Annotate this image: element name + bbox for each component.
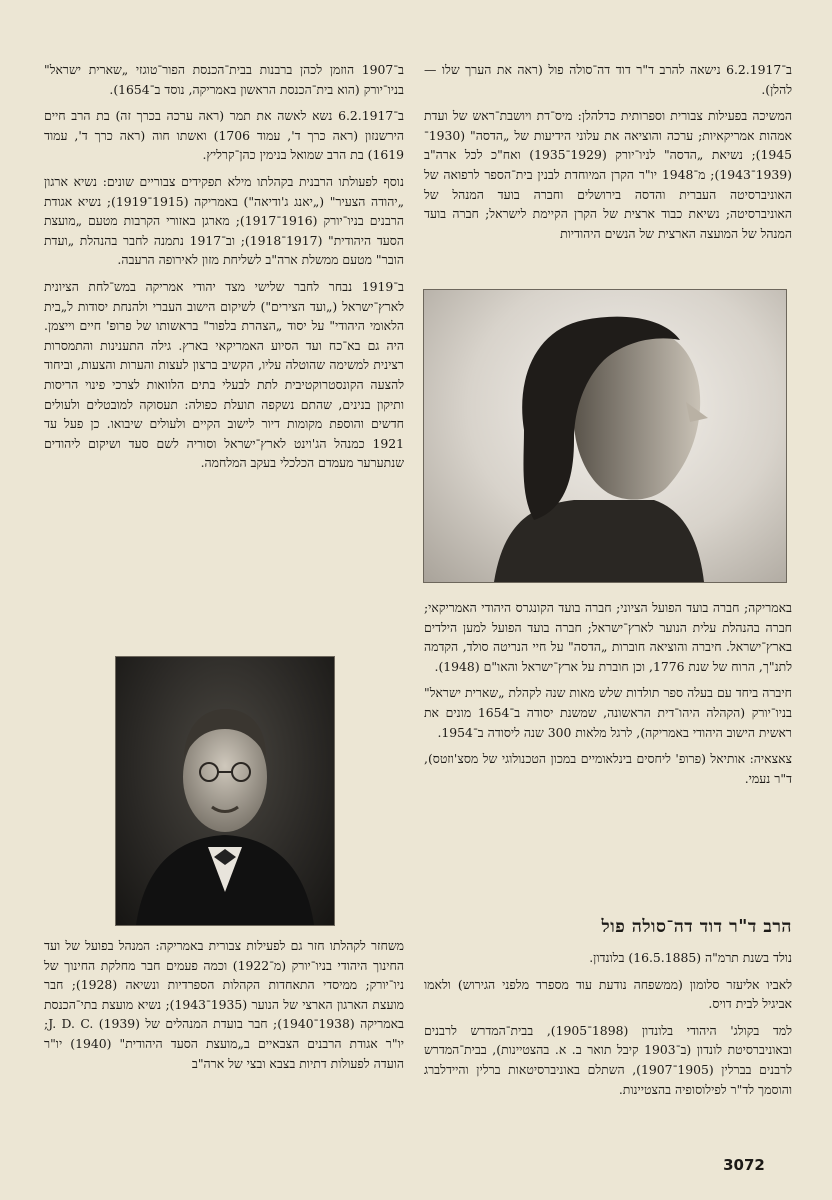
- left-column-top: [44, 60, 404, 480]
- right-column-middle: [424, 598, 792, 795]
- woman-silhouette: [424, 290, 786, 582]
- right-paragraph-5: צאצאיה: אותיאל (פרופ' ליחסים בינלאומיים במכון הטכנולוגי של מסצ'וזטס), ד"ר נעמי.: [424, 751, 792, 786]
- page-number: 3072: [723, 1156, 765, 1174]
- right-paragraph-8: למד בקולג' היהודי בלונדון (1898־1905), בבית־המדרש לרבנים ובאוניברסיטת לונדון (ב־1903 קיבל תואר ב. א. בהצטיינות), בבית־המדרש לרבנים בברלין (1905־1907), השתלם באוניברסיטאות ברלין והיידלברג והוסמך לד"ר לפילוסופיה בהצטיינות.: [424, 1022, 793, 1097]
- man-silhouette: [116, 657, 334, 925]
- portrait-photo-woman: [424, 290, 786, 582]
- right-column-top: [424, 60, 792, 250]
- right-paragraph-1: ב־6.2.1917 נישאה להרב ד"ר דוד דה־סולה פול (ראה את הערך שלו — להלן).: [424, 62, 792, 97]
- left-paragraph-2: ב־6.2.1917 נשא לאשה את תמר (ראה ערכה בכרך זה) בת הרב חיים הירשנזון (ראה כרך ד', עמוד 1706) ואשתו חוה (ראה כרך ד', עמוד 1619) בת הרב שמואל בנימין כהן־קרליץ.: [44, 108, 404, 163]
- left-paragraph-4: ב־1919 נבחר לחבר שלישי מצד יהודי אמריקה במש־לחת הציונית לארץ־ישראל („ועד הצירים") לשיקום הישוב העברי ולהנחת יסודות ל„בית הלאומי היהודי" על יסוד „הצהרת בלפור" בראשותו של פרופ' חיים וייצמן. היה גם בא־כח ועד הסיוע האמריקאי בארץ. גילה התענינות והתמסרות רצינית למשימה שהוטלה עליו, הקשיב ברצון לעצות והערות והצעות, וביחוד להצעה הקונסטרוקטיבית לתת לבעלי בתים הלוואות לצרכי פינוי הריסות ותיקון בנינים, שהתם נשקפה תועלת כפולה: תעסוקה למובטלים ולעולים חדשים והוספת מקומות דיור לישוב הקיים ולעולים שיבואו. כן פעל עד 1921 כמנהל הג'וינט לארץ־ישראל וסוריה לשם סעד ושיקום ליהודים שנתערער מעמדם הכלכלי בעקב המלחמה.: [44, 278, 404, 471]
- right-column-bio: [424, 948, 792, 1106]
- portrait-photo-man: [116, 657, 334, 925]
- right-paragraph-2: המשיכה בפעילות צבורית וספרותית כדלהלן: מיס־דת ויושבת־ראש של ועדת אמהות אמריקאיות; ערכה והוציאה את עלוני הידיעות של „הדסה" (1930־1945); נשיאת „הדסה" לניו־יורק (1929־1935) ואח"כ לכל ארה"ב (1939־1943); מ־1948 יו"ר הקרן המיוחדת לבנין בית־הספר לרפואה של האוניברסיטה העברית והדסה בירושלים וחברה בועד המנהל של האוניברסיטה; נשיאת כבוד ארצית של הקרן הקיימת לישראל; חברה בועד המנהל של המועצה הארצית של הנשים היהודיות: [424, 108, 792, 241]
- left-paragraph-3: נוסף לפעולתו הרבנית בקהלתו מילא תפקידים צבוריים שונים: נשיא ארגון „יהודה הצעיר" („יאנג ג'ודיאה") באמריקה (1915־1919); נשיא אגודת הרבנים בניו־יורק (1916־1917); מארגן באזורי הקרבות מטעם „מועצת הסעד היהודית" (1917־1918); וב־1917 נתמנה לחבר בהנהלת „ועדת הובר" מטעם ממשלת ארה"ב לשליחת מזון לאירופה הרעבה.: [44, 173, 404, 268]
- right-paragraph-7: לאביו אליעזר סלומון (ממשפחה נודעת עוד מספרד מלפני הגירוש) ולאמו אביגיל לבית דויס.: [424, 976, 792, 1012]
- left-paragraph-1: ב־1907 הוזמן לכהן ברבנות בבית־הכנסת הפור־טוגזי „שארית ישראל" בניו־יורק (הוא בית־הכנסת הראשון באמריקה, נוסד ב־1654).: [44, 62, 404, 97]
- right-paragraph-6: נולד בשנת תרמ"ה (16.5.1885) בלונדון.: [589, 950, 792, 965]
- left-paragraph-5: משחזר לקהלתו חזר גם לפעילות צבורית באמריקה: המנהל בפועל של ועד החינוך היהודי בניו־יורק (מ־1922) וכמה פעמים חבר מחלקת החינוך של ניו־יורק; ממיסדי התאחדות הקהלות הספרדיות ונשיאה (1928); חבר מועצת הארגון הארצי של הנוער (1935־1943); נשיא מועצת בתי־הכנסת באמריקה (1938־1940); חבר בועדת המנהלים של J. D. C. (1939); יו"ר אגודת הרבנים הצבאיים ב„מועצת הסעד היהודית" (1940) יו"ר הועדה לפעולות דתיות בצבא ובצי של ארה"ב: [44, 938, 404, 1071]
- article-title: הרב ד"ר דוד דה־סולה פול: [601, 917, 792, 937]
- right-paragraph-4: חיברה ביחד עם בעלה ספר תולדות שלש מאות שנה לקהלת „שארית ישראל" בניו־יורק (הקהלה היהו־דית הראשונה, שמשנת יסודה ב־1654 מונים את ראשית הישוב היהודי באמריקה), לרגל מלאות 300 שנה ליסודה ב־1954.: [424, 685, 793, 740]
- right-paragraph-3: באמריקה; חברה בועד הפועל הציוני; חברה בועד הקונגרס היהודי האמריקאי; חברה בהנהלת עלית הנוער לארץ־ישראל; חברה בועד הפועל למען הילדים בארץ־ישראל. חיברה והוציאה חוברות „הדסה" על חיי הנריטה סולד, הקדמה לתנ"ך, הרוח של שנת 1776, וכן חוברת על ארץ־ישראל והאו"ם (1948).: [424, 600, 792, 674]
- left-column-bottom: [44, 936, 404, 1080]
